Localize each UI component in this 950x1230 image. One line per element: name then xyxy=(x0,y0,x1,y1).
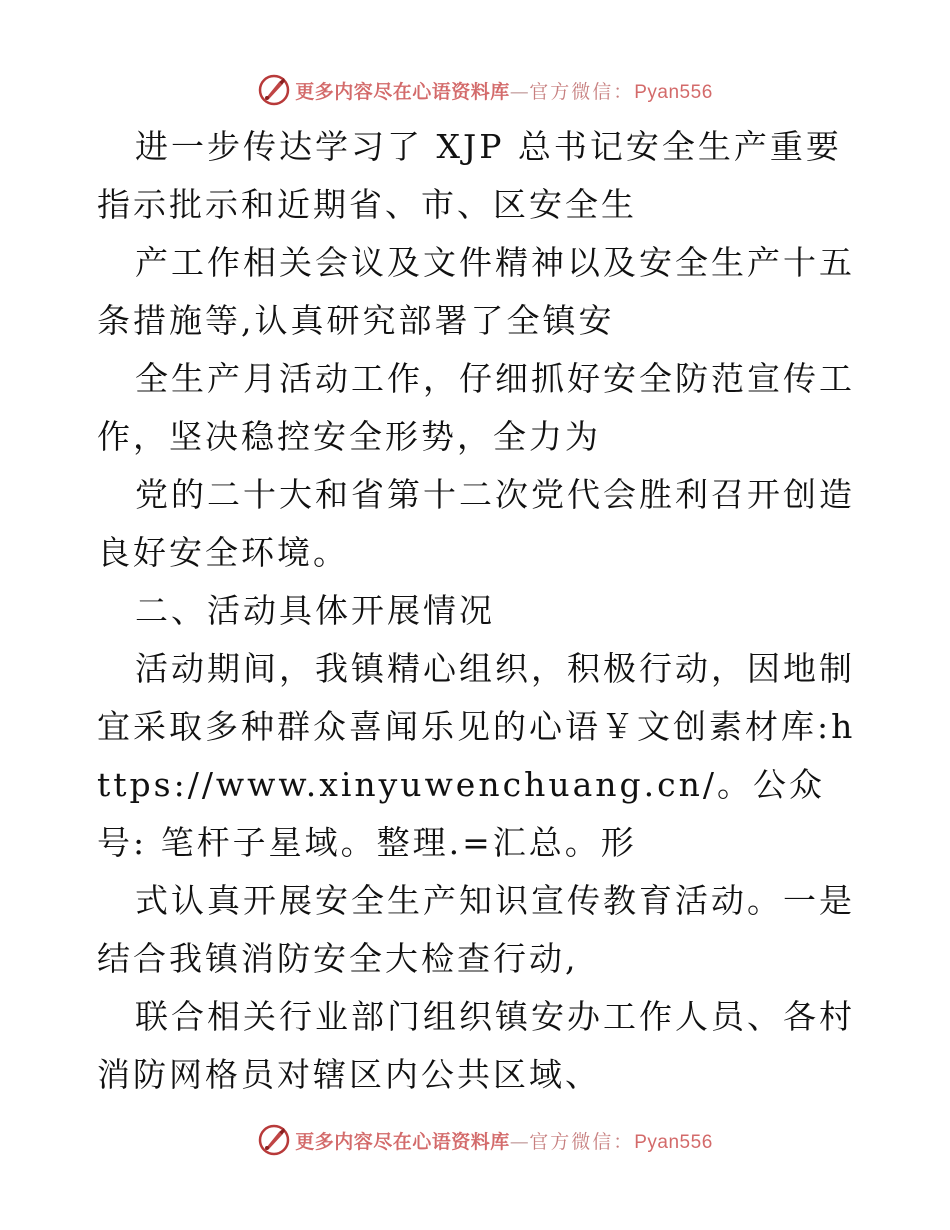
footer-banner-main-text: 更多内容尽在心语资料库 xyxy=(295,1130,510,1153)
header-banner-dash: — xyxy=(509,80,530,103)
section-heading: 二、活动具体开展情况 xyxy=(135,591,495,630)
quill-pen-logo-icon xyxy=(257,1123,291,1157)
body-paragraph: 活动期间，我镇精心组织，积极行动，因地制宜采取多种群众喜闻乐见的心语￥文创素材库:https://www.xinyuwenchuang.cn/。公众号: 笔杆子星域。整理.=汇总。形 xyxy=(97,649,856,862)
footer-banner-handle: Pyan556 xyxy=(634,1131,713,1153)
footer-banner-dash: — xyxy=(509,1130,530,1153)
footer-watermark-banner xyxy=(0,1120,950,1160)
header-watermark-banner xyxy=(0,70,950,110)
footer-banner-text xyxy=(295,1127,713,1154)
body-paragraph: 联合相关行业部门组织镇安办工作人员、各村消防网格员对辖区内公共区域、 xyxy=(97,997,855,1094)
footer-banner-inner xyxy=(237,1123,713,1157)
header-banner-contact-label: 官方微信： xyxy=(529,80,635,103)
header-banner-handle: Pyan556 xyxy=(634,81,713,103)
footer-banner-contact-label: 官方微信： xyxy=(529,1130,635,1153)
header-banner-text xyxy=(295,77,713,104)
document-body xyxy=(97,118,857,1104)
body-paragraph: 全生产月活动工作，仔细抓好安全防范宣传工作，坚决稳控安全形势，全力为 xyxy=(97,359,855,456)
body-paragraph: 产工作相关会议及文件精神以及安全生产十五条措施等,认真研究部署了全镇安 xyxy=(97,243,855,340)
body-paragraph: 式认真开展安全生产知识宣传教育活动。一是结合我镇消防安全大检查行动, xyxy=(97,881,855,978)
body-paragraph: 进一步传达学习了 XJP 总书记安全生产重要指示批示和近期省、市、区安全生 xyxy=(97,127,842,224)
header-banner-main-text: 更多内容尽在心语资料库 xyxy=(295,80,510,103)
header-banner-inner xyxy=(237,73,713,107)
quill-pen-logo-icon xyxy=(257,73,291,107)
body-paragraph: 党的二十大和省第十二次党代会胜利召开创造良好安全环境。 xyxy=(97,475,855,572)
